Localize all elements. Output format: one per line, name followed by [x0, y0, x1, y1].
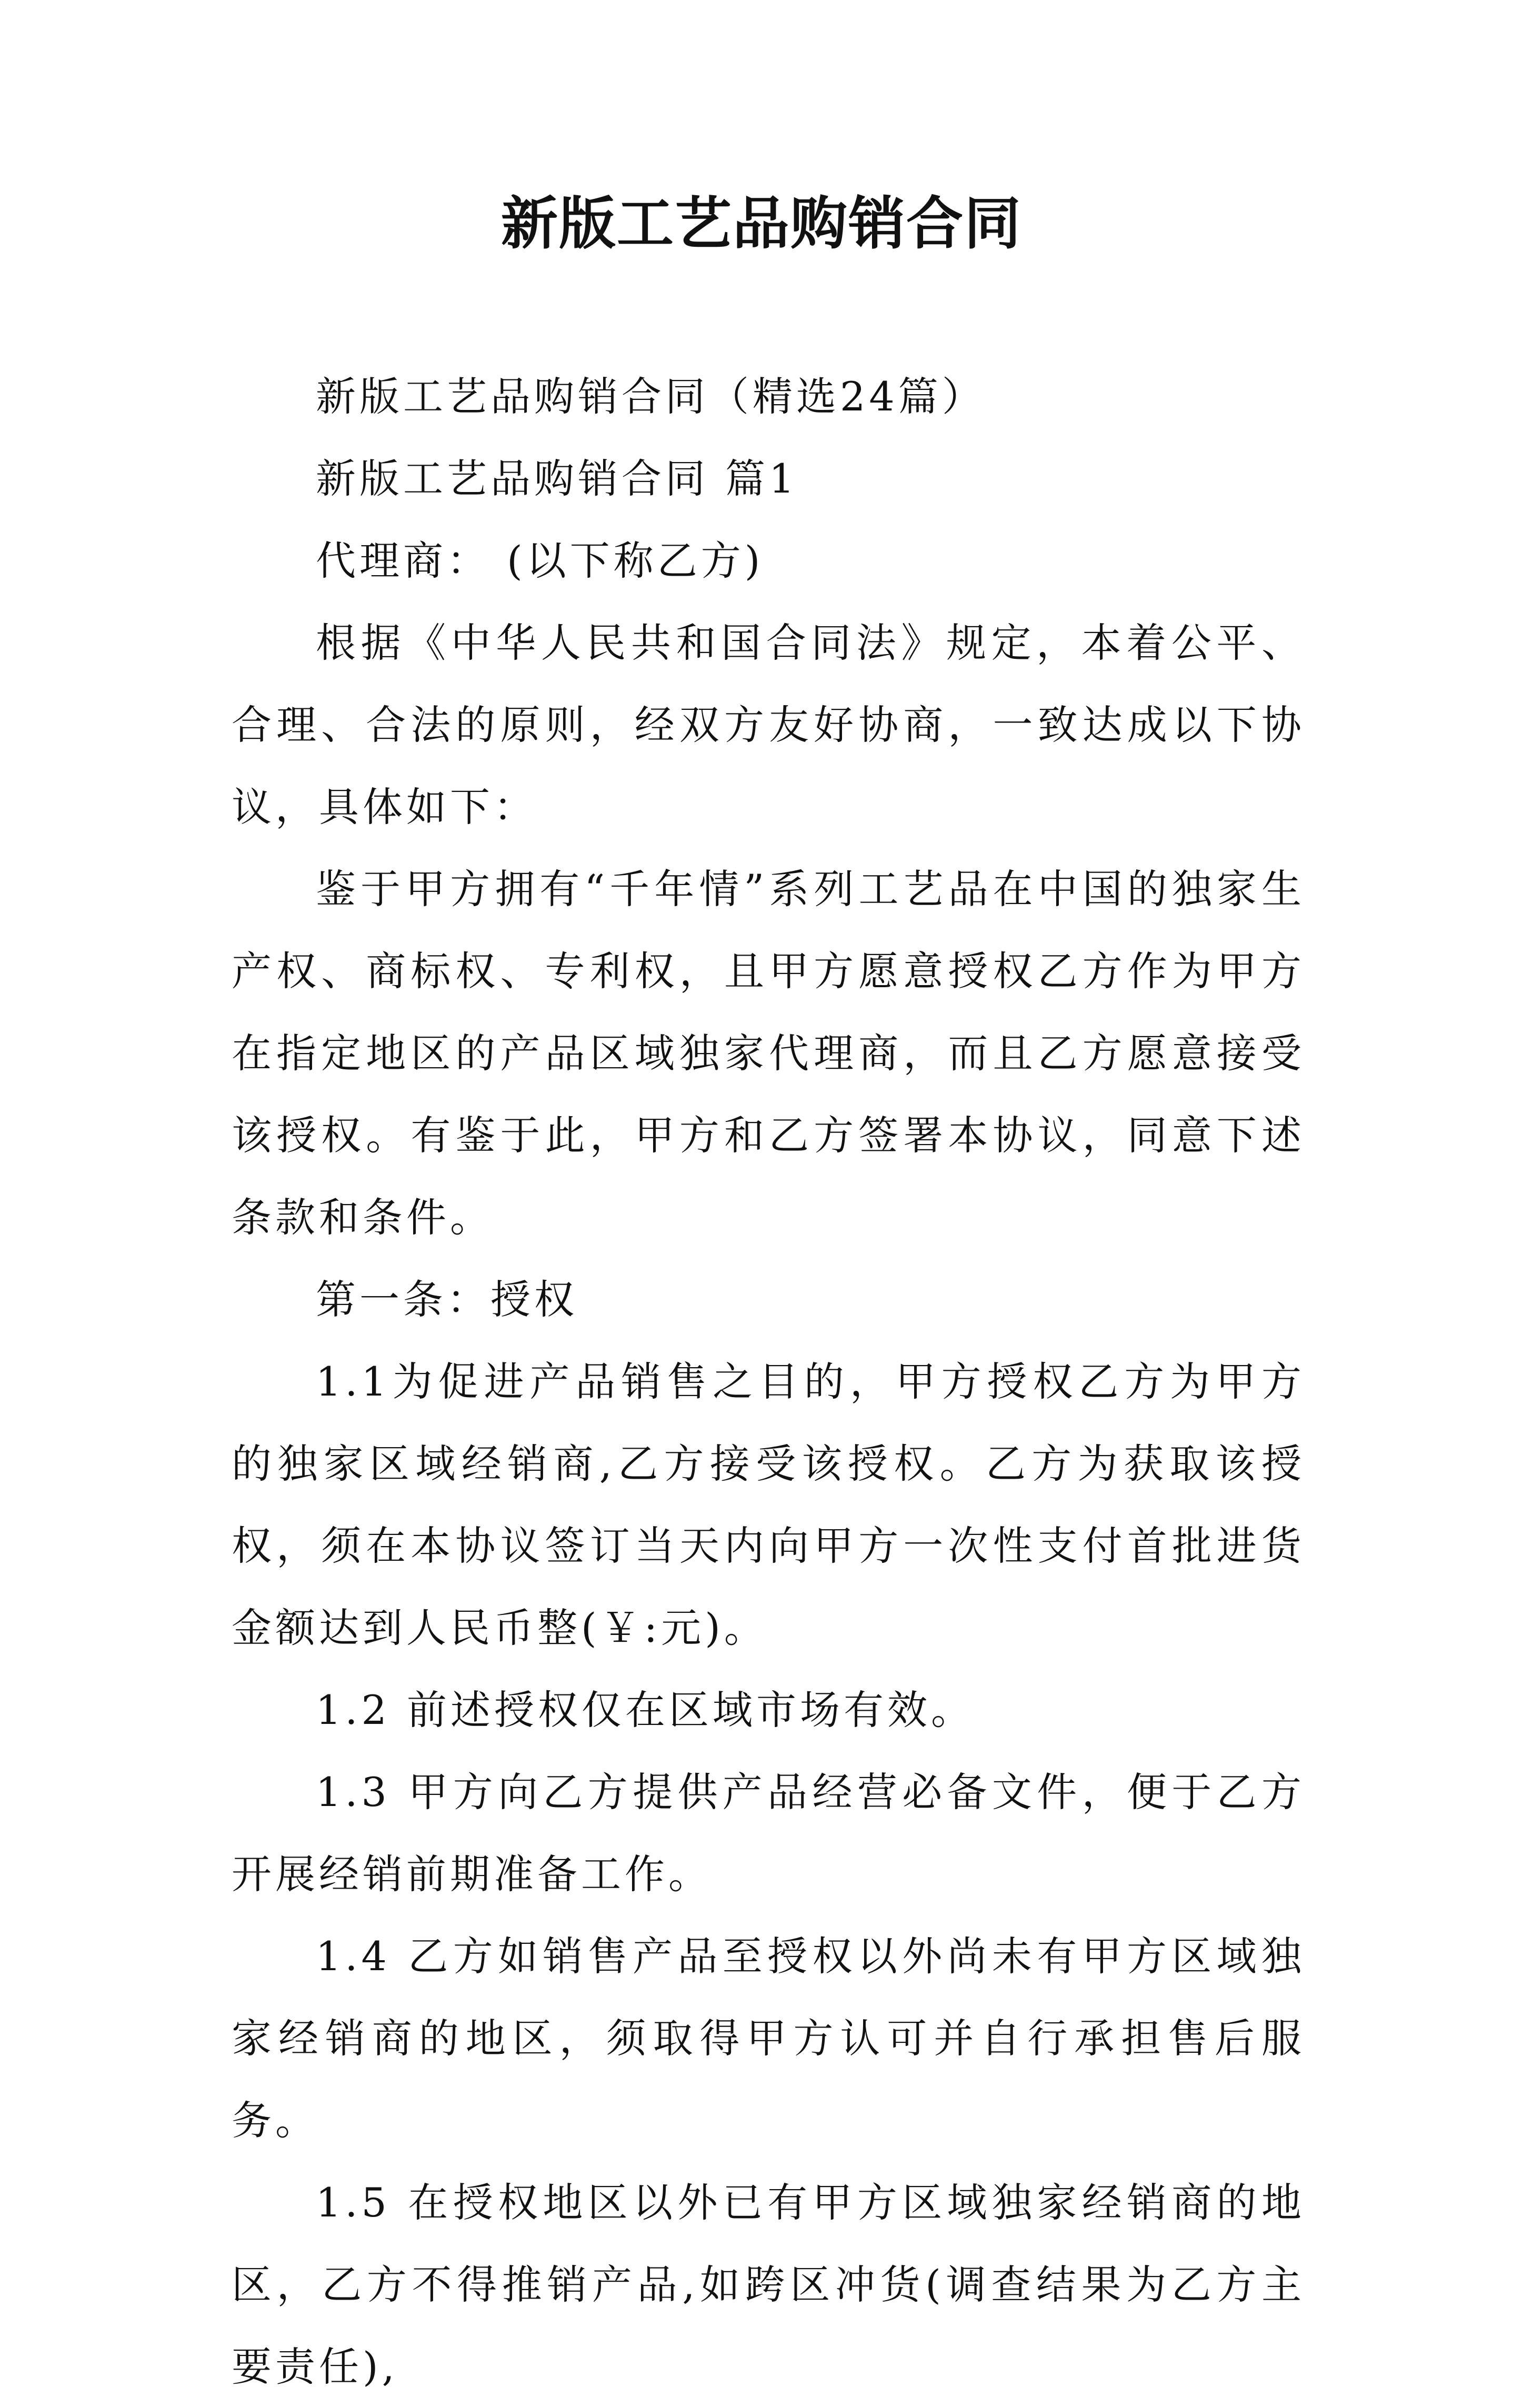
paragraph-clause-1-5: 1.5 在授权地区以外已有甲方区域独家经销商的地区，乙方不得推销产品,如跨区冲货(调查结果为乙方主要责任), [232, 2179, 1305, 2390]
paragraph-agent: 代理商： (以下称乙方) [316, 537, 764, 584]
paragraph-subtitle: 新版工艺品购销合同（精选24篇） [316, 373, 986, 420]
paragraph-clause-1-1: 1.1为促进产品销售之目的，甲方授权乙方为甲方的独家区域经销商,乙方接受该授权。乙方为获取该授权，须在本协议签订当天内向甲方一次性支付首批进货金额达到人民币整(￥:元)。 [232, 1358, 1305, 1651]
paragraph-clause-1-2: 1.2 前述授权仅在区域市场有效。 [316, 1687, 975, 1733]
document-body [232, 356, 1305, 2408]
paragraph-clause-1-4: 1.4 乙方如销售产品至授权以外尚未有甲方区域独家经销商的地区，须取得甲方认可并自行承担售后服务。 [232, 1933, 1305, 2144]
paragraph-section-heading: 新版工艺品购销合同 篇1 [316, 455, 798, 502]
document-title: 新版工艺品购销合同 [500, 190, 1022, 257]
paragraph-recital: 鉴于甲方拥有“千年情”系列工艺品在中国的独家生产权、商标权、专利权，且甲方愿意授权乙方作为甲方在指定地区的产品区域独家代理商，而且乙方愿意接受该授权。有鉴于此，甲方和乙方签署本协议，同意下述条款和条件。 [232, 866, 1305, 1241]
paragraph-article-1-heading: 第一条：授权 [316, 1276, 578, 1323]
paragraph-legal-basis: 根据《中华人民共和国合同法》规定，本着公平、合理、合法的原则，经双方友好协商，一致达成以下协议，具体如下： [232, 619, 1305, 830]
paragraph-clause-1-3: 1.3 甲方向乙方提供产品经营必备文件，便于乙方开展经销前期准备工作。 [232, 1769, 1305, 1898]
